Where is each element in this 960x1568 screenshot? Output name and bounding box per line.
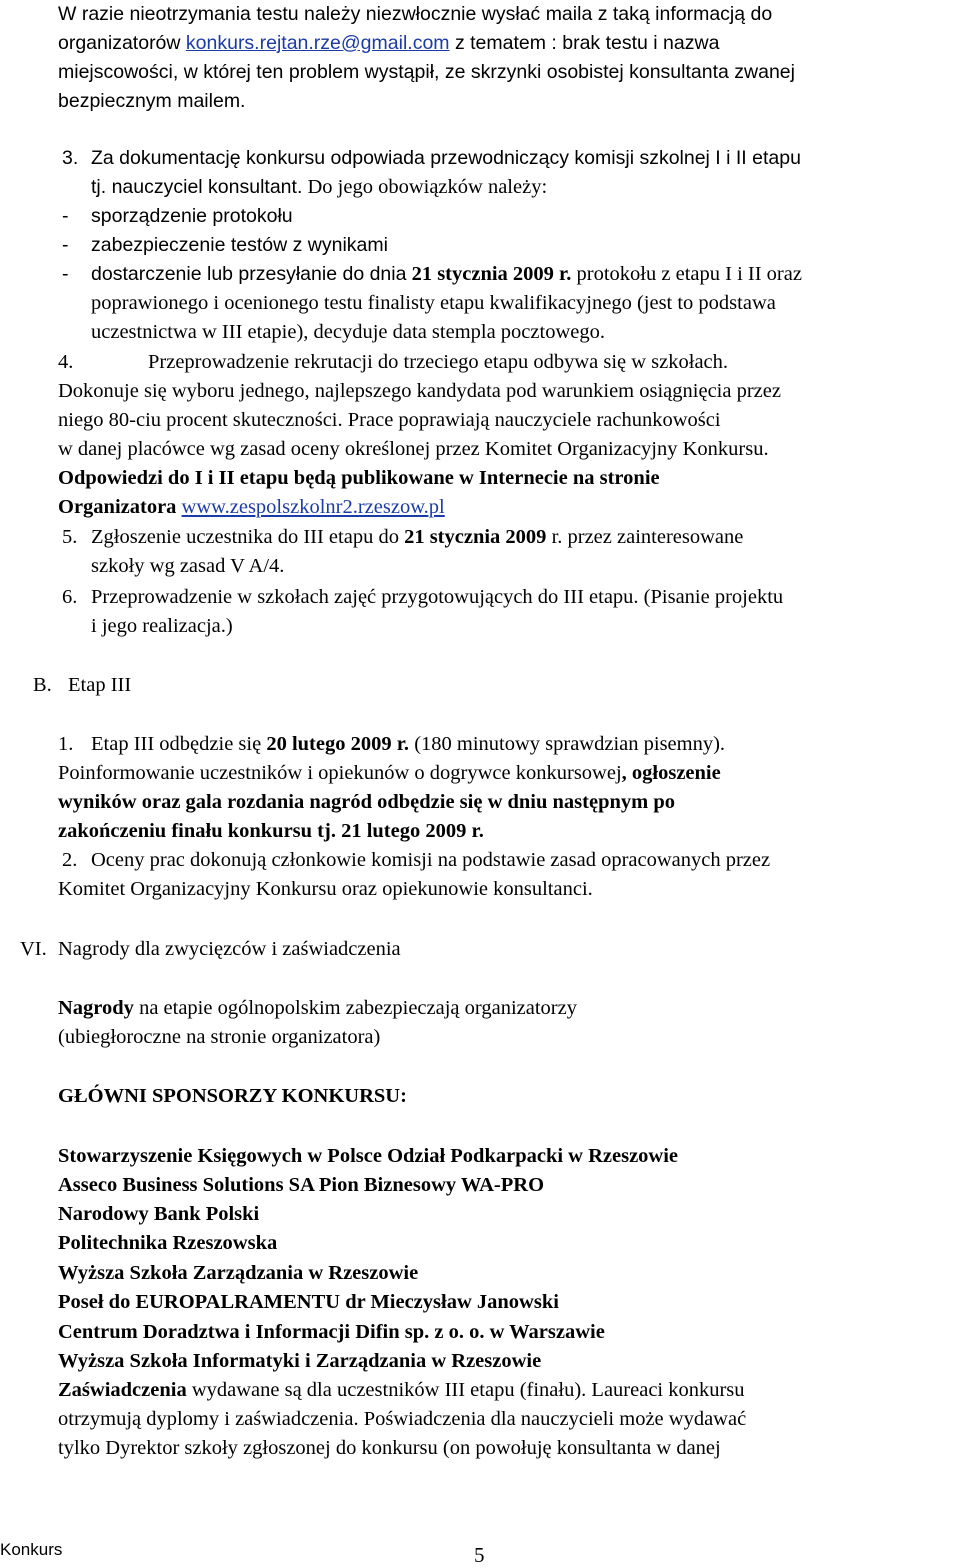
text: , ogłoszenie [621,762,721,784]
item-number: 6. [62,586,78,608]
item-number: 4. [58,351,74,373]
text: niego 80-ciu procent skuteczności. [58,409,343,431]
item-line [91,523,743,552]
text: miejscowości, w której ten problem wystąpił, ze skrzynki osobistej konsultanta zwanej [58,61,795,83]
date-bold: 21 stycznia 2009 [404,526,547,548]
sponsor-item: Asseco Business Solutions SA Pion Biznesowy WA-PRO [58,1174,545,1196]
footer-label: Konkurs [0,1540,63,1559]
item-line: Przeprowadzenie rekrutacji do trzeciego etapu odbywa się w szkołach. [148,351,729,373]
paragraph-line: w danej placówce wg zasad oceny określonej przez Komitet Organizacyjny Konkursu. [58,438,769,460]
paragraph-line [58,1376,745,1405]
text: Poinformowanie uczestników i opiekunów o dogrywce konkursowej [58,762,622,784]
item-number: 3. [62,147,79,169]
text: (180 minutowy sprawdzian pisemny). [414,733,726,755]
dash-item: sporządzenie protokołu [91,205,293,227]
dash-item: zabezpieczenie testów z wynikami [91,234,388,256]
section-label: B. [33,674,52,696]
item-line: uczestnictwa w III etapie), decyduje data stempla pocztowego. [91,321,605,343]
item-line [91,173,547,202]
sponsor-item: Wyższa Szkoła Zarządzania w Rzeszowie [58,1262,419,1284]
text: W razie nieotrzymania testu należy niezwłocznie wysłać maila z taką informacją do [58,3,773,25]
page-number: 5 [474,1543,485,1567]
text: Prace poprawiają nauczyciele rachunkowości [347,409,721,431]
item-number: 2. [62,849,78,871]
email-link[interactable]: konkurs.rejtan.rze@gmail.com [185,32,450,54]
sponsor-item: Centrum Doradztwa i Informacji Difin sp. z o. o. w Warszawie [58,1321,605,1343]
text: Zaświadczenia [58,1379,187,1401]
text: wydawane są dla uczestników III etapu (finału). Laureaci konkursu [191,1379,745,1401]
paragraph-line: Dokonuje się wyboru jednego, najlepszego kandydata pod warunkiem osiągnięcia przez [58,380,781,402]
sponsor-item: Wyższa Szkoła Informatyki i Zarządzania w Rzeszowie [58,1350,542,1372]
item-line: Przeprowadzenie w szkołach zajęć przygotowujących do III etapu. (Pisanie projektu [91,586,784,608]
paragraph-line [58,87,245,116]
text: organizatorów [58,32,181,54]
sponsor-item: Politechnika Rzeszowska [58,1232,278,1254]
item-line: Oceny prac dokonują członkowie komisji na podstawie zasad opracowanych przez [91,849,771,871]
text: Nagrody [58,997,134,1019]
dash-bullet: - [62,234,69,256]
text: Do jego obowiązków należy: [307,176,548,198]
paragraph-line [58,29,719,58]
bold-notice: Odpowiedzi do I i II etapu będą publikowane w Internecie na stronie [58,467,660,489]
section-title: Nagrody dla zwycięzców i zaświadczenia [58,938,401,960]
paragraph-line: otrzymują dyplomy i zaświadczenia. Poświadczenia dla nauczycieli może wydawać [58,1408,747,1430]
item-line: i jego realizacja.) [91,615,233,637]
paragraph-line: Komitet Organizacyjny Konkursu oraz opiekunowie konsultanci. [58,878,593,900]
date-bold: 20 lutego 2009 r. [266,733,410,755]
paragraph-line [58,406,721,435]
section-label: VI. [20,938,47,960]
item-line: Za dokumentację konkursu odpowiada przewodniczący komisji szkolnej I i II etapu [91,147,801,169]
item-line: szkoły wg zasad V A/4. [91,555,285,577]
paragraph-line [58,994,577,1023]
sponsor-item: Narodowy Bank Polski [58,1203,260,1225]
dash-item [91,260,802,289]
paragraph-line: (ubiegłoroczne na stronie organizatora) [58,1026,381,1048]
paragraph-line [58,0,772,29]
text: r. przez zainteresowane [551,526,744,548]
item-number: 1. [58,733,74,755]
text: na etapie ogólnopolskim zabezpieczają organizatorzy [139,997,577,1019]
text: Etap III odbędzie się [91,733,262,755]
text: bezpiecznym mailem. [58,90,246,112]
item-line: poprawionego i ocenionego testu finalisty etapu kwalifikacyjnego (jest to podstawa [91,292,776,314]
item-number: 5. [62,526,78,548]
bold-line: zakończeniu finału konkursu tj. 21 lutego 2009 r. [58,820,484,842]
text: dostarczenie lub przesyłanie do dnia [91,263,407,285]
sponsors-heading: GŁÓWNI SPONSORZY KONKURSU: [58,1085,407,1107]
text: Organizatora [58,496,177,518]
text: Zgłoszenie uczestnika do III etapu do [91,526,399,548]
sponsor-item: Stowarzyszenie Księgowych w Polsce Odział Podkarpacki w Rzeszowie [58,1145,679,1167]
paragraph-line [58,58,795,87]
paragraph-line: tylko Dyrektor szkoły zgłoszonej do konkursu (on powołuję konsultanta w danej [58,1437,721,1459]
dash-bullet: - [62,205,69,227]
date-bold: 21 stycznia 2009 r. [411,263,572,285]
paragraph-line [58,759,721,788]
text: protokołu z etapu I i II oraz [576,263,802,285]
text: z tematem : brak testu i nazwa [454,32,720,54]
website-link[interactable]: www.zespolszkolnr2.rzeszow.pl [181,496,445,518]
dash-bullet: - [62,263,69,285]
paragraph-line [58,493,445,522]
section-title: Etap III [68,674,132,696]
item-line [91,730,725,759]
text: tj. nauczyciel konsultant. [91,176,303,198]
bold-line: wyników oraz gala rozdania nagród odbędzie się w dniu następnym po [58,791,675,813]
sponsor-item: Poseł do EUROPALRAMENTU dr Mieczysław Janowski [58,1291,559,1313]
